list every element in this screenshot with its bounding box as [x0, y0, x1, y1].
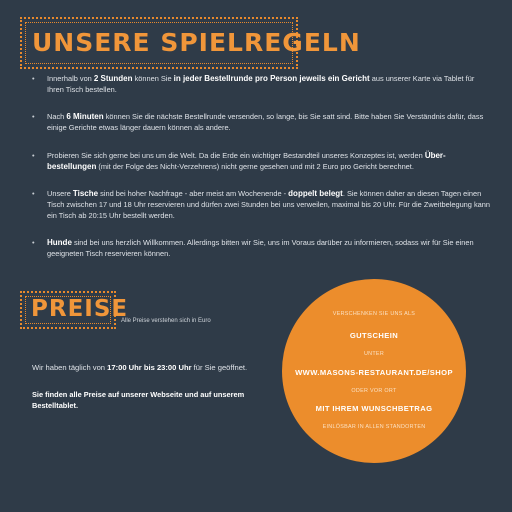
rule-text: (mit der Folge des Nicht-Verzehrens) nicht gerne gesehen und mit 2 Euro pro Gericht berechnet.: [96, 161, 414, 171]
rule-item: [32, 151, 490, 172]
prices-note: Alle Preise verstehen sich in Euro: [121, 318, 211, 324]
rule-text: . Sie können daher an diesen Tagen einen Tisch zwischen 17 und 18 Uhr reservieren und dürfen zwei Stunden bei uns verweilen, maximal bis 20 Uhr. Für die Zweitbelegung kann ein Tisch ab 20:15 Uhr bestellt werden.: [47, 189, 490, 220]
rules-list: [32, 74, 490, 277]
rule-text: Nach: [47, 112, 67, 122]
rule-text: Innerhalb von: [47, 74, 94, 83]
bullet-dot: •: [32, 150, 35, 160]
rule-emphasis: Über-bestellungen: [47, 150, 446, 171]
voucher-line-7: EINLÖSBAR IN ALLEN STANDORTEN: [322, 424, 426, 430]
prices-title: PREISE: [31, 296, 129, 322]
rule-item: [32, 189, 490, 221]
voucher-shop-link[interactable]: WWW.MASONS-RESTAURANT.DE/SHOP: [295, 368, 453, 377]
hours-suffix: für Sie geöffnet.: [191, 363, 248, 372]
rule-text: sind bei uns herzlich Willkommen. Allerdings bitten wir Sie, uns im Voraus darüber zu informieren, sodass wir für Sie einen geeigneten Tisch reservieren können.: [47, 238, 474, 259]
opening-hours: [32, 363, 247, 372]
rule-emphasis: in jeder Bestellrunde pro Person jeweils ein Gericht: [173, 74, 370, 83]
rule-emphasis: doppelt belegt: [288, 189, 343, 199]
bullet-dot: •: [32, 112, 35, 122]
voucher-circle: [282, 279, 466, 463]
rule-item: [32, 74, 490, 95]
voucher-line-1: VERSCHENKEN SIE UNS ALS: [332, 311, 416, 317]
rule-item: [32, 238, 490, 259]
voucher-line-5: ODER VOR ORT: [351, 388, 397, 394]
rule-text: Unsere: [47, 189, 73, 199]
rule-text: sind bei hoher Nachfrage - aber meist am Wochenende -: [98, 189, 289, 199]
bullet-dot: •: [32, 189, 35, 199]
rule-emphasis: 2 Stunden: [93, 74, 133, 83]
hours-time: 17:00 Uhr bis 23:00 Uhr: [107, 363, 192, 372]
bullet-dot: •: [32, 74, 35, 83]
rule-text: aus unserer Karte via Tablet für Ihren Tisch bestellen.: [47, 74, 475, 94]
bullet-dot: •: [32, 238, 35, 248]
rules-title: UNSERE SPIELREGELN: [32, 28, 361, 57]
rule-text: Probieren Sie sich gerne bei uns um die Welt. Da die Erde ein wichtiger Bestandteil unseres Konzeptes ist, werden: [47, 150, 425, 160]
hours-prefix: Wir haben täglich von: [32, 363, 108, 372]
voucher-line-2: GUTSCHEIN: [349, 331, 399, 340]
rule-emphasis: 6 Minuten: [66, 112, 104, 122]
prices-web-info: Sie finden alle Preise auf unserer Webseite und auf unserem Bestelltablet.: [32, 390, 245, 410]
voucher-line-3: UNTER: [363, 351, 385, 357]
voucher-line-6: MIT IHREM WUNSCHBETRAG: [315, 404, 433, 413]
rule-emphasis: Hunde: [47, 238, 72, 248]
rule-emphasis: Tische: [72, 189, 99, 199]
rule-item: [32, 112, 490, 133]
rule-text: können Sie die nächste Bestellrunde versenden, so lange, bis Sie satt sind. Bitte haben Sie Verständnis dafür, dass einige Gerichte etwas länger dauern können als andere.: [47, 112, 484, 133]
rule-text: können Sie: [132, 74, 174, 83]
